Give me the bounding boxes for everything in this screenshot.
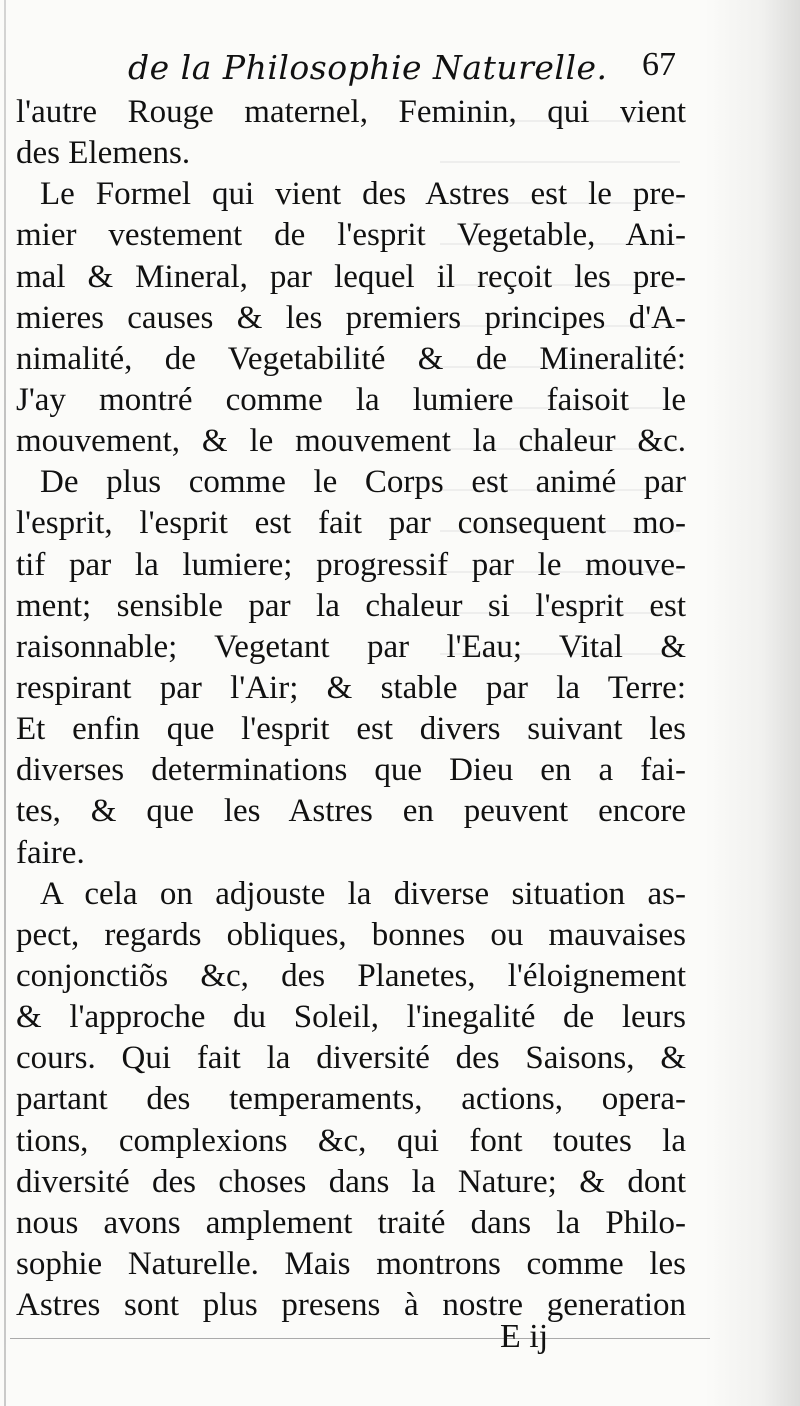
text-line: & l'approche du Soleil, l'inegalité de leurs <box>16 999 686 1036</box>
text-line: ment; sensible par la chaleur si l'esprit est <box>16 587 686 624</box>
bottom-rule <box>10 1338 710 1339</box>
text-line: nimalité, de Vegetabilité & de Mineralité: <box>16 340 686 377</box>
text-line: des Elemens. <box>16 135 191 172</box>
text-line: diverses determinations que Dieu en a fai- <box>16 752 686 789</box>
text-line: mal & Mineral, par lequel il reçoit les pre- <box>16 258 686 295</box>
text-line: tions, complexions &c, qui font toutes la <box>16 1122 686 1159</box>
text-line: pect, regards obliques, bonnes ou mauvaises <box>16 916 686 953</box>
text-line: Le Formel qui vient des Astres est le pre- <box>40 176 686 213</box>
text-line: partant des temperaments, actions, opera- <box>16 1081 686 1118</box>
text-line: De plus comme le Corps est animé par <box>40 464 686 501</box>
text-line: conjonctiõs &c, des Planetes, l'éloignement <box>16 957 686 994</box>
text-line: Et enfin que l'esprit est divers suivant les <box>16 711 686 748</box>
text-line: l'esprit, l'esprit est fait par consequent mo- <box>16 505 686 542</box>
body-text <box>16 92 686 1326</box>
running-head: de la Philosophie Naturelle. <box>128 48 608 87</box>
text-line: diversité des choses dans la Nature; & dont <box>16 1163 686 1200</box>
page-gutter-shadow <box>705 0 800 1406</box>
text-line: sophie Naturelle. Mais montrons comme les <box>16 1245 686 1282</box>
text-line: nous avons amplement traité dans la Philo- <box>16 1204 686 1241</box>
text-line: faire. <box>16 834 85 871</box>
text-line: mouvement, & le mouvement la chaleur &c. <box>16 423 686 460</box>
text-line: tes, & que les Astres en peuvent encore <box>16 793 686 830</box>
signature-mark: E ij <box>500 1318 549 1355</box>
text-line: mieres causes & les premiers principes d'A- <box>16 299 686 336</box>
text-line: raisonnable; Vegetant par l'Eau; Vital & <box>16 628 686 665</box>
page-number: 67 <box>642 46 676 83</box>
text-line: J'ay montré comme la lumiere faisoit le <box>16 381 686 418</box>
text-line: respirant par l'Air; & stable par la Terre: <box>16 669 686 706</box>
text-line: Astres sont plus presens à nostre generation <box>16 1287 686 1324</box>
text-line: tif par la lumiere; progressif par le mouve- <box>16 546 686 583</box>
text-line: A cela on adjouste la diverse situation as- <box>40 875 686 912</box>
text-line: mier vestement de l'esprit Vegetable, Ani- <box>16 217 686 254</box>
page-left-edge <box>4 0 6 1406</box>
text-line: cours. Qui fait la diversité des Saisons, & <box>16 1040 686 1077</box>
page-header <box>0 46 800 90</box>
text-line: l'autre Rouge maternel, Feminin, qui vient <box>16 94 686 130</box>
